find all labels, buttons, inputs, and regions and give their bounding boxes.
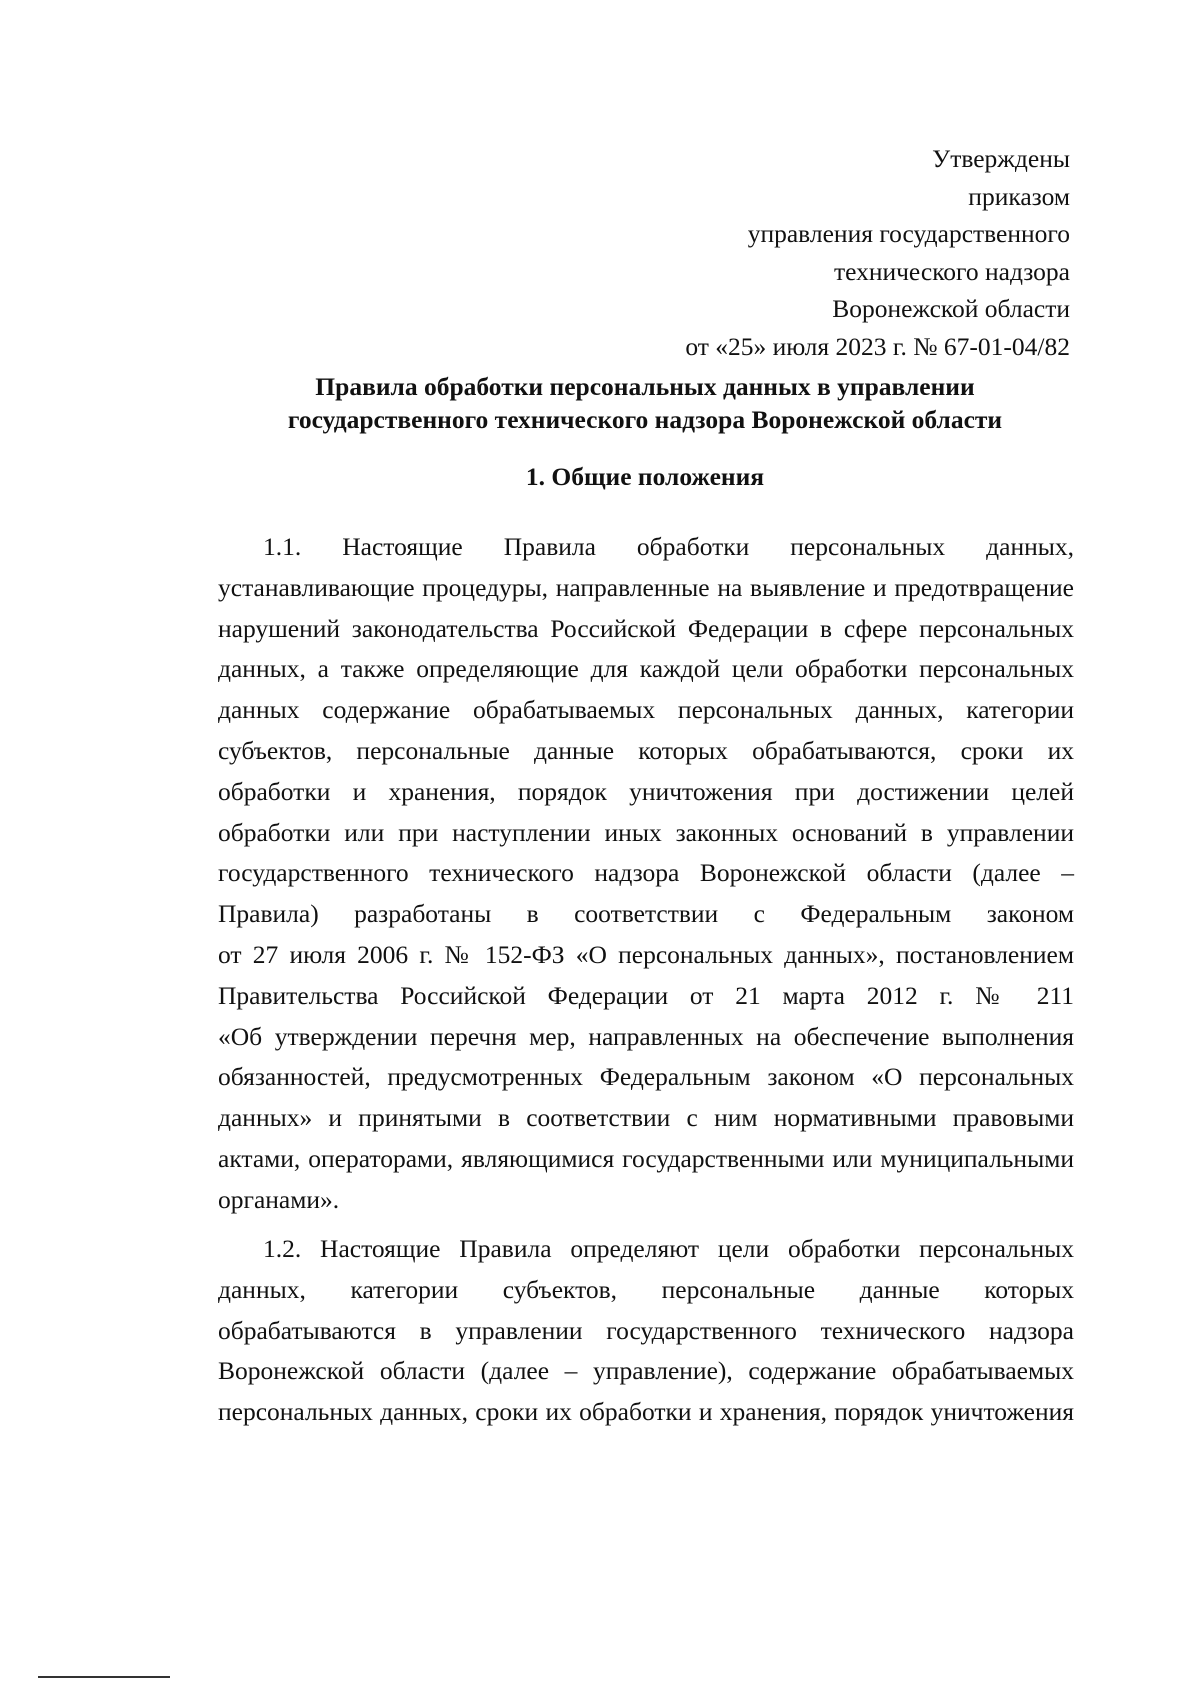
approval-line: приказом: [968, 181, 1070, 211]
approval-line: Воронежской области: [832, 294, 1070, 324]
paragraph-line: от 27 июля 2006 г. № 152-ФЗ «О персональных данных», постановлением: [218, 940, 1074, 969]
approval-line: технического надзора: [833, 256, 1070, 286]
paragraph-line: нарушений законодательства Российской Федерации в сфере персональных: [218, 613, 1074, 643]
footnote-separator: [38, 1676, 170, 1678]
paragraph-line: обязанностей, предусмотренных Федеральным законом «О персональных: [218, 1062, 1074, 1092]
paragraph-line: данных, категории субъектов, персональные данные которых: [218, 1274, 1074, 1304]
paragraph-line: обрабатываются в управлении государственного технического надзора: [218, 1315, 1074, 1345]
paragraph-line: государственного технического надзора Воронежской области (далее –: [218, 858, 1074, 888]
approval-line: от «25» июля 2023 г. № 67-01-04/82: [685, 331, 1070, 361]
paragraph-line: данных, а также определяющие для каждой цели обработки персональных: [218, 654, 1074, 684]
approval-block: [685, 140, 1070, 366]
paragraph-line: Правительства Российской Федерации от 21 марта 2012 г. № 211: [218, 980, 1074, 1010]
document-title: [205, 370, 1085, 436]
paragraph-line: субъектов, персональные данные которых обрабатываются, сроки их: [218, 736, 1074, 765]
paragraph-line: устанавливающие процедуры, направленные на выявление и предотвращение: [218, 572, 1074, 602]
paragraph-line: актами, операторами, являющимися государственными или муниципальными: [218, 1144, 1074, 1173]
section-heading: 1. Общие положения: [525, 462, 765, 491]
approval-line: управления государственного: [747, 219, 1070, 249]
paragraph-line: Правила) разработаны в соответствии с Федеральным законом: [218, 899, 1074, 929]
paragraph-line: «Об утверждении перечня мер, направленных на обеспечение выполнения: [218, 1021, 1074, 1051]
paragraph-line: обработки и хранения, порядок уничтожения при достижении целей: [218, 776, 1074, 806]
paragraph-line: Воронежской области (далее – управление), содержание обрабатываемых: [218, 1356, 1074, 1386]
paragraph-line: 1.2. Настоящие Правила определяют цели обработки персональных: [263, 1234, 1074, 1263]
paragraph-line: данных» и принятыми в соответствии с ним нормативными правовыми: [218, 1103, 1074, 1133]
paragraph-line: 1.1. Настоящие Правила обработки персональных данных,: [263, 532, 1074, 561]
paragraph-line: данных содержание обрабатываемых персональных данных, категории: [218, 695, 1074, 725]
approval-line: Утверждены: [932, 144, 1070, 173]
paragraph-line: персональных данных, сроки их обработки и хранения, порядок уничтожения: [218, 1397, 1074, 1427]
title-line: Правила обработки персональных данных в управлении: [315, 372, 975, 401]
paragraph-line: обработки или при наступлении иных законных оснований в управлении: [218, 817, 1074, 847]
title-line: государственного технического надзора Воронежской области: [287, 405, 1003, 434]
paragraph-line: органами».: [218, 1184, 340, 1214]
